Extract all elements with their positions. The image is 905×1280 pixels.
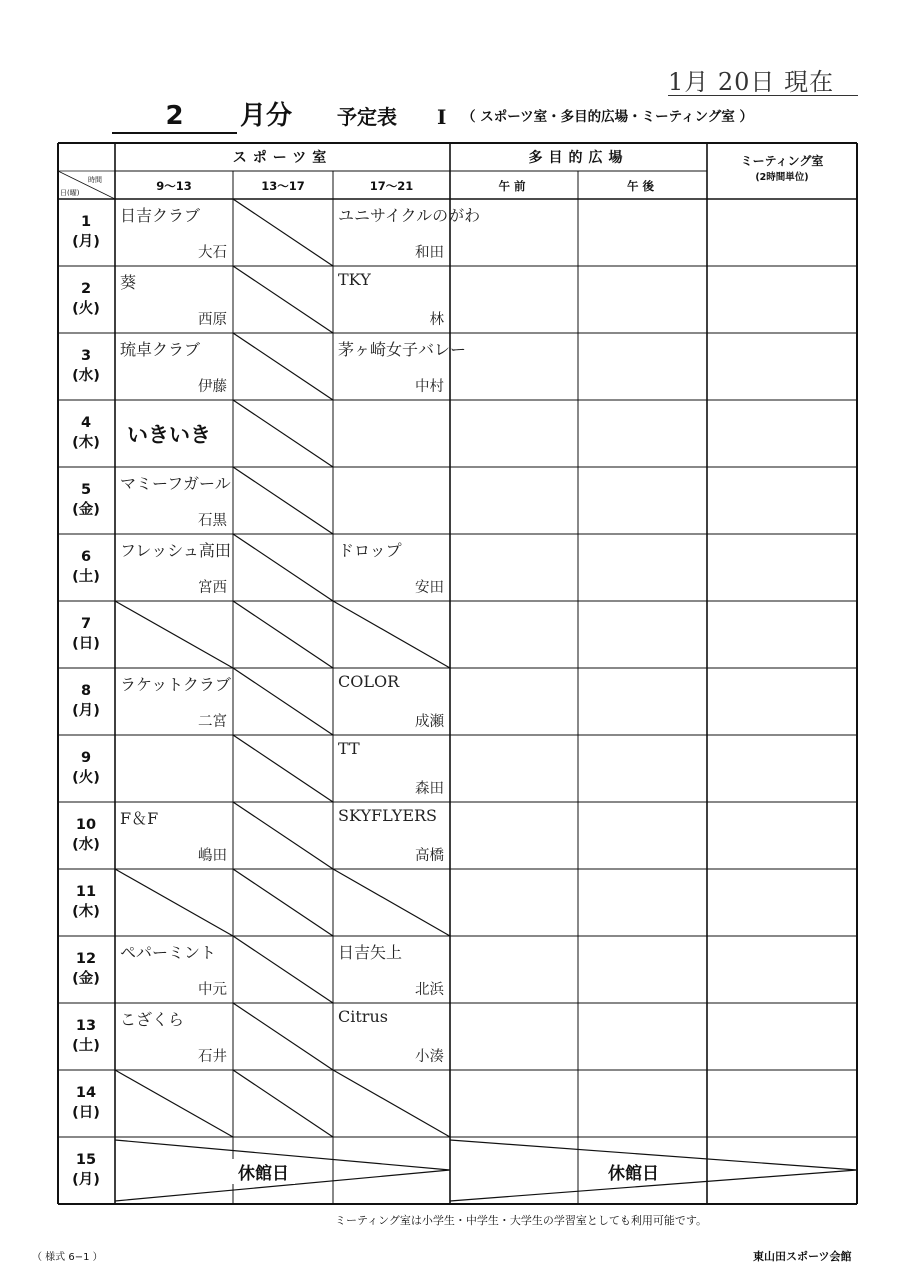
meeting-room-unit: (2時間単位) (755, 172, 809, 183)
booking-group-name: ユニサイクルのがわ (338, 206, 481, 225)
day-weekday: (木) (72, 435, 100, 451)
day-label (58, 882, 114, 922)
day-label (58, 1150, 114, 1190)
day-label (58, 1083, 114, 1123)
as-of-date-text: 1月 20日 現在 (668, 68, 835, 96)
unavailable-slash (233, 467, 333, 534)
day-weekday: (金) (72, 502, 100, 518)
booking-group-name: フレッシュ高田 (120, 541, 231, 560)
booking-contact-person: 二宮 (198, 714, 227, 730)
day-label (58, 547, 114, 587)
day-weekday: (土) (72, 569, 100, 585)
booking-group-name: SKYFLYERS (338, 806, 437, 825)
unavailable-slash (233, 400, 333, 467)
unavailable-slash (333, 1070, 450, 1137)
corner-day-label: 日(曜) (60, 189, 80, 197)
booking-contact-person: 石井 (198, 1049, 227, 1065)
booking-contact-person: 大石 (198, 245, 227, 261)
booking-contact-person: 和田 (415, 245, 444, 261)
day-date: 5 (80, 482, 92, 498)
day-label (58, 212, 114, 252)
booking-contact-person: 森田 (415, 781, 444, 797)
meeting-room-header: ミーティング室 (740, 154, 824, 168)
day-weekday: (月) (72, 234, 100, 250)
unavailable-slash (233, 266, 333, 333)
day-date: 13 (75, 1018, 97, 1034)
booking-group-name: いきいき (127, 423, 211, 447)
day-date: 6 (80, 549, 92, 565)
day-label (58, 480, 114, 520)
month-number: 2 (112, 100, 237, 134)
sports-slot-3-header: 17～21 (369, 179, 414, 193)
booking-group-name: 日吉クラブ (120, 206, 201, 225)
day-label (58, 279, 114, 319)
day-weekday: (月) (72, 703, 100, 719)
plaza-afternoon-header: 午後 (627, 179, 658, 193)
day-date: 9 (80, 750, 92, 766)
booking-group-name: 葵 (120, 273, 137, 292)
unavailable-slash (233, 534, 333, 601)
day-weekday: (火) (72, 770, 100, 786)
booking-contact-person: 小湊 (415, 1049, 444, 1065)
day-weekday: (日) (72, 1105, 100, 1121)
day-date: 4 (80, 415, 92, 431)
booking-group-name: 日吉矢上 (338, 943, 403, 962)
day-date: 15 (75, 1152, 97, 1168)
day-date: 8 (80, 683, 92, 699)
booking-group-name: こざくら (120, 1010, 185, 1029)
day-weekday: (月) (72, 1172, 100, 1188)
page-title: 予定表 (337, 105, 397, 129)
booking-group-name: マミーフガール (120, 474, 231, 493)
booking-contact-person: 石黒 (198, 513, 227, 529)
booking-contact-person: 安田 (415, 580, 444, 596)
unavailable-slash (233, 601, 333, 668)
unavailable-slash (115, 1070, 233, 1137)
day-date: 7 (80, 616, 92, 632)
closed-label-plaza: 休館日 (602, 1159, 665, 1184)
day-date: 14 (75, 1085, 97, 1101)
unavailable-slash (233, 668, 333, 735)
month-unit: 月分 (240, 101, 293, 131)
booking-group-name: ラケットクラブ (120, 675, 231, 694)
booking-contact-person: 林 (429, 312, 444, 328)
day-label (58, 346, 114, 386)
day-weekday: (金) (72, 971, 100, 987)
booking-contact-person: 北浜 (415, 982, 444, 998)
day-label (58, 681, 114, 721)
booking-contact-person: 中元 (198, 982, 227, 998)
booking-contact-person: 宮西 (198, 580, 227, 596)
booking-contact-person: 成瀬 (415, 714, 444, 730)
booking-group-name: TT (338, 739, 360, 758)
booking-group-name: F＆F (120, 809, 159, 828)
day-date: 3 (80, 348, 92, 364)
unavailable-slash (233, 1003, 333, 1070)
day-label (58, 614, 114, 654)
sports-slot-1-header: 9～13 (156, 179, 192, 193)
organization-name: 東山田スポーツ会館 (753, 1250, 852, 1263)
sports-room-header: スポーツ室 (232, 150, 333, 166)
footer-note: ミーティング室は小学生・中学生・大学生の学習室としても利用可能です。 (335, 1214, 708, 1227)
booking-group-name: Citrus (338, 1007, 388, 1026)
day-label (58, 748, 114, 788)
corner-time-label: 時間 (88, 176, 102, 184)
unavailable-slash (233, 936, 333, 1003)
booking-contact-person: 西原 (198, 312, 227, 328)
booking-group-name: TKY (338, 270, 371, 289)
day-weekday: (水) (72, 837, 100, 853)
booking-contact-person: 嶋田 (198, 848, 227, 864)
title-roman-numeral: Ⅰ (437, 105, 447, 129)
booking-group-name: ペパーミント (120, 943, 217, 962)
sports-slot-2-header: 13～17 (261, 179, 305, 193)
day-weekday: (水) (72, 368, 100, 384)
day-date: 10 (75, 817, 97, 833)
booking-group-name: 琉卓クラブ (120, 340, 201, 359)
form-number: （ 様式 6−1 ） (32, 1252, 103, 1263)
plaza-header: 多目的広場 (528, 150, 629, 166)
unavailable-slash (233, 735, 333, 802)
unavailable-slash (233, 802, 333, 869)
booking-contact-person: 高橋 (415, 848, 444, 864)
day-date: 1 (80, 214, 92, 230)
unavailable-slash (233, 1070, 333, 1137)
closed-label-sports: 休館日 (232, 1159, 295, 1184)
plaza-morning-header: 午前 (498, 179, 530, 193)
day-date: 12 (75, 951, 97, 967)
day-weekday: (火) (72, 301, 100, 317)
day-label (58, 815, 114, 855)
unavailable-slash (333, 601, 450, 668)
day-label (58, 949, 114, 989)
day-weekday: (日) (72, 636, 100, 652)
title-facilities: （ スポーツ室・多目的広場・ミーティング室 ） (462, 109, 754, 125)
unavailable-slash (233, 333, 333, 400)
booking-group-name: COLOR (338, 672, 400, 691)
day-date: 2 (80, 281, 92, 297)
day-weekday: (土) (72, 1038, 100, 1054)
day-date: 11 (75, 884, 97, 900)
day-label (58, 1016, 114, 1056)
day-weekday: (木) (72, 904, 100, 920)
booking-group-name: 茅ヶ崎女子バレー (338, 340, 467, 359)
unavailable-slash (233, 199, 333, 266)
booking-contact-person: 中村 (415, 379, 444, 395)
booking-contact-person: 伊藤 (198, 379, 227, 395)
unavailable-slash (115, 869, 233, 936)
unavailable-slash (333, 869, 450, 936)
unavailable-slash (115, 601, 233, 668)
booking-group-name: ドロップ (338, 541, 402, 560)
unavailable-slash (233, 869, 333, 936)
day-label (58, 413, 114, 453)
